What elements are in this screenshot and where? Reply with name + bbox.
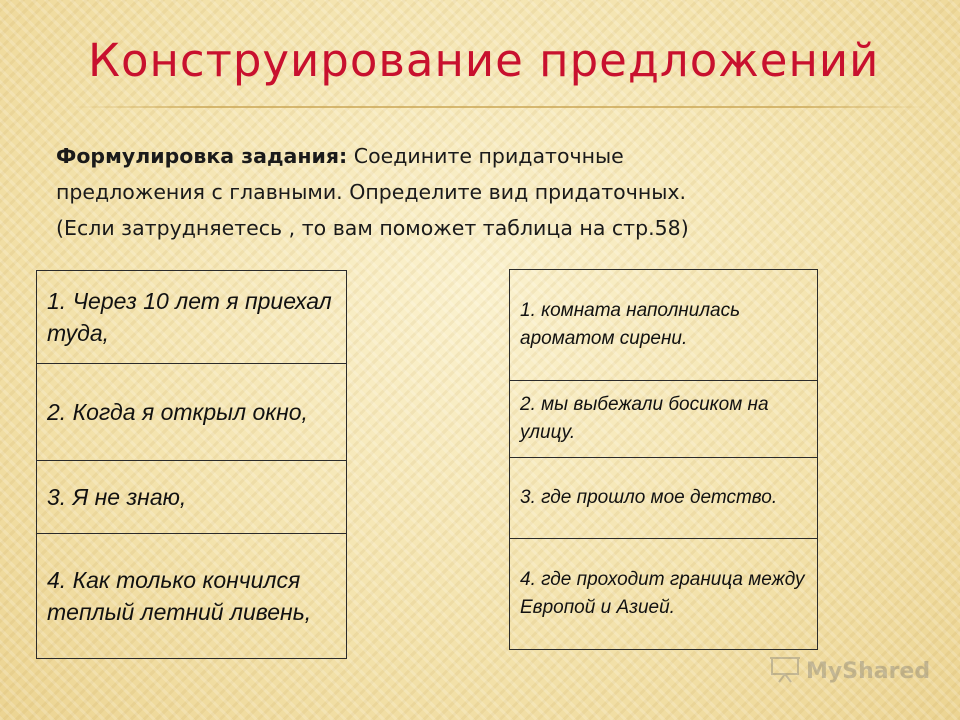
table-row bbox=[510, 539, 818, 650]
table-row bbox=[37, 534, 347, 659]
main-clause-3: 3. Я не знаю, bbox=[37, 461, 347, 534]
subordinate-clauses-table bbox=[509, 269, 818, 650]
task-line-3: (Если затрудняетесь , то вам поможет таблица на стр.58) bbox=[56, 216, 689, 240]
table-row bbox=[510, 381, 818, 458]
task-instructions bbox=[56, 138, 916, 246]
main-clause-1: 1. Через 10 лет я приехал туда, bbox=[37, 271, 347, 364]
table-row bbox=[37, 364, 347, 461]
subordinate-clause-4: 4. где проходит граница между Европой и Азией. bbox=[510, 539, 818, 650]
table-row bbox=[510, 270, 818, 381]
main-clause-2: 2. Когда я открыл окно, bbox=[37, 364, 347, 461]
task-line-2: предложения с главными. Определите вид придаточных. bbox=[56, 180, 687, 204]
presentation-board-icon bbox=[770, 655, 800, 688]
subordinate-clause-2: 2. мы выбежали босиком на улицу. bbox=[510, 381, 818, 458]
subordinate-clause-1: 1. комната наполнилась ароматом сирени. bbox=[510, 270, 818, 381]
table-row bbox=[510, 458, 818, 539]
main-clause-4: 4. Как только кончился теплый летний ливень, bbox=[37, 534, 347, 659]
task-label: Формулировка задания: bbox=[56, 144, 348, 168]
task-line-1-text: Соедините придаточные bbox=[353, 144, 624, 168]
slide-title: Конструирование предложений bbox=[88, 34, 880, 87]
watermark-text: MyShared bbox=[806, 659, 931, 684]
table-row bbox=[37, 271, 347, 364]
table-row bbox=[37, 461, 347, 534]
title-divider bbox=[70, 106, 930, 108]
task-line-1 bbox=[56, 138, 916, 174]
main-clauses-table bbox=[36, 270, 347, 659]
watermark bbox=[770, 655, 930, 688]
subordinate-clause-3: 3. где прошло мое детство. bbox=[510, 458, 818, 539]
